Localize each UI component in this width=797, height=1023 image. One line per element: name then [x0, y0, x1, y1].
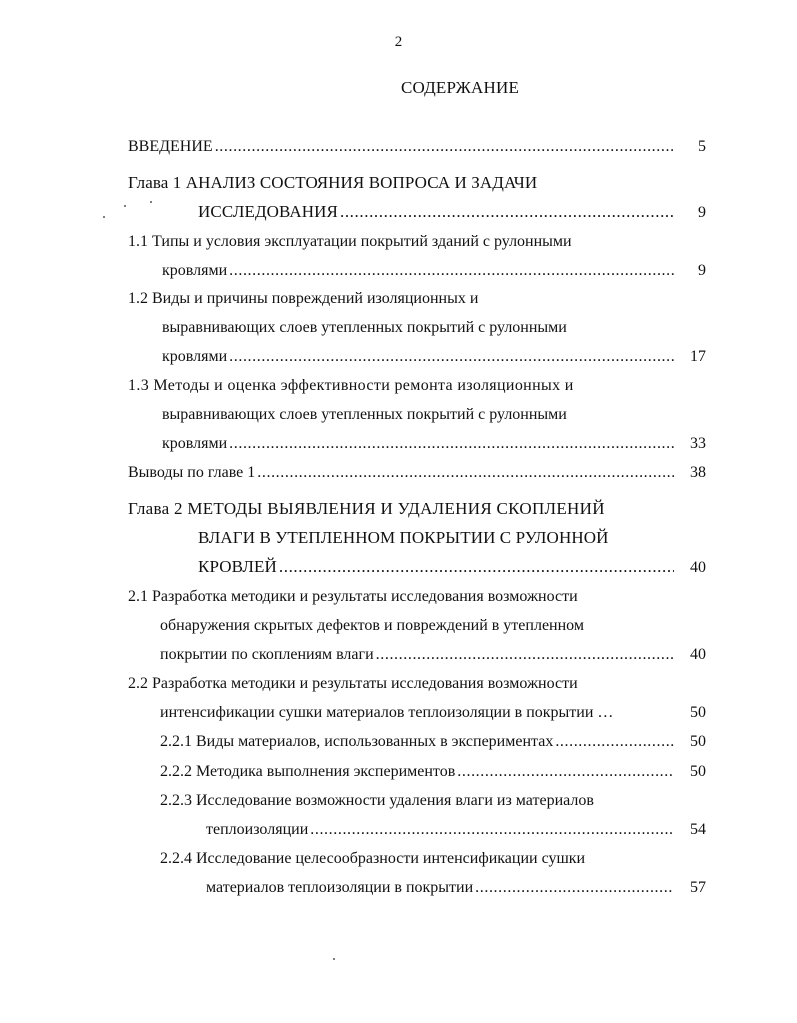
toc-page-number: 40 — [690, 646, 706, 663]
dot-leader — [475, 878, 674, 898]
toc-entry-text: теплоизоляции — [206, 821, 309, 838]
toc-section-1-3-line3 — [162, 434, 676, 454]
dot-leader — [215, 137, 674, 157]
toc-entry-text: 1.2 Виды и причины повреждений изоляционных и — [128, 290, 479, 307]
toc-entry-text: ИССЛЕДОВАНИЯ — [198, 202, 338, 221]
toc-entry-text: 1.1 Типы и условия эксплуатации покрытий зданий с рулонными — [128, 233, 572, 250]
toc-entry-text: 2.2.3 Исследование возможности удаления влаги из материалов — [160, 792, 594, 809]
toc-page-number: 5 — [698, 138, 706, 155]
toc-entry-text: 2.2.2 Методика выполнения экспериментов — [160, 763, 456, 780]
scan-speck — [103, 216, 105, 218]
toc-chapter2-line1 — [128, 499, 605, 519]
toc-page-number: 40 — [690, 559, 706, 576]
dot-leader — [340, 202, 674, 222]
toc-entry-conclusions-1 — [128, 463, 676, 483]
toc-page-number: 9 — [698, 262, 706, 279]
toc-section-2-1-line3 — [160, 645, 676, 665]
dot-leader — [279, 557, 674, 577]
dot-leader — [229, 347, 674, 367]
scan-speck — [124, 205, 126, 207]
toc-entry-text: 2.2.1 Виды материалов, использованных в экспериментах — [160, 733, 554, 750]
toc-section-1-2-line1 — [128, 289, 478, 309]
toc-page-number: 50 — [690, 763, 706, 780]
toc-section-2-2-3-line1 — [160, 791, 594, 811]
toc-section-2-2-2 — [160, 762, 676, 782]
toc-section-2-2-line2 — [160, 703, 613, 723]
dot-leader — [229, 261, 674, 281]
toc-section-1-1-line2 — [162, 261, 676, 281]
toc-entry-text: 1.3 Методы и оценка эффективности ремонта изоляционных и — [128, 377, 574, 394]
toc-page-number: 50 — [690, 733, 706, 750]
toc-entry-intro — [128, 137, 676, 157]
toc-entry-text: 2.2 Разработка методики и результаты исследования возможности — [128, 675, 578, 692]
toc-section-2-1-line1 — [128, 587, 578, 607]
toc-section-2-2-3-line2 — [206, 820, 676, 840]
toc-entry-text: Глава 1 АНАЛИЗ СОСТОЯНИЯ ВОПРОСА И ЗАДАЧИ — [128, 173, 538, 192]
toc-entry-text: 2.1 Разработка методики и результаты исследования возможности — [128, 588, 578, 605]
toc-section-2-2-4-line1 — [160, 849, 585, 869]
toc-entry-text: обнаружения скрытых дефектов и повреждений в утепленном — [160, 617, 584, 634]
dot-leader — [457, 762, 674, 782]
dot-leader — [257, 463, 674, 483]
toc-entry-text: материалов теплоизоляции в покрытии — [206, 879, 474, 896]
toc-entry-text: выравнивающих слоев утепленных покрытий с рулонными — [162, 319, 567, 336]
toc-page-number: 9 — [698, 204, 706, 221]
toc-page-number: 50 — [690, 704, 706, 721]
toc-entry-text: Выводы по главе 1 — [128, 464, 256, 481]
toc-chapter1-line1 — [128, 173, 537, 193]
toc-entry-text: 2.2.4 Исследование целесообразности интенсификации сушки — [160, 850, 586, 867]
dot-leader — [555, 732, 674, 752]
page-title: СОДЕРЖАНИЕ — [400, 78, 520, 97]
toc-section-1-2-line2 — [162, 318, 567, 338]
toc-entry-text: интенсификации сушки материалов теплоизоляции в покрытии … — [160, 704, 614, 721]
toc-entry-text: Глава 2 МЕТОДЫ ВЫЯВЛЕНИЯ И УДАЛЕНИЯ СКОПЛЕНИЙ — [128, 499, 605, 518]
toc-section-1-1-line1 — [128, 232, 572, 252]
dot-leader — [310, 820, 674, 840]
toc-section-2-2-line1 — [128, 674, 578, 694]
toc-section-2-2-4-line2 — [206, 878, 676, 898]
toc-section-1-3-line2 — [162, 405, 567, 425]
page-number: 2 — [394, 34, 403, 50]
toc-entry-text: выравнивающих слоев утепленных покрытий с рулонными — [162, 406, 567, 423]
toc-page-number: 17 — [690, 348, 706, 365]
dot-leader — [229, 434, 674, 454]
toc-page-number: 38 — [690, 464, 706, 481]
toc-page-number: 33 — [690, 435, 706, 452]
toc-entry-text: ВЛАГИ В УТЕПЛЕННОМ ПОКРЫТИИ С РУЛОННОЙ — [198, 528, 609, 547]
toc-section-2-1-line2 — [160, 616, 584, 636]
toc-entry-text: кровлями — [162, 348, 228, 365]
toc-section-1-2-line3 — [162, 347, 676, 367]
toc-entry-text: покрытии по скоплениям влаги — [160, 646, 374, 663]
toc-chapter2-line2 — [198, 528, 608, 548]
toc-section-2-2-1 — [160, 732, 676, 752]
scan-speck — [150, 201, 152, 203]
toc-chapter1-line2 — [198, 202, 676, 222]
toc-entry-text: кровлями — [162, 262, 228, 279]
toc-chapter2-line3 — [198, 557, 676, 577]
scan-speck — [333, 958, 335, 960]
toc-entry-text: ВВЕДЕНИЕ — [128, 138, 213, 155]
toc-entry-text: КРОВЛЕЙ — [198, 557, 277, 576]
toc-page-number: 57 — [690, 879, 706, 896]
toc-page-number: 54 — [690, 821, 706, 838]
dot-leader — [376, 645, 674, 665]
toc-section-1-3-line1 — [128, 376, 574, 396]
toc-entry-text: кровлями — [162, 435, 228, 452]
